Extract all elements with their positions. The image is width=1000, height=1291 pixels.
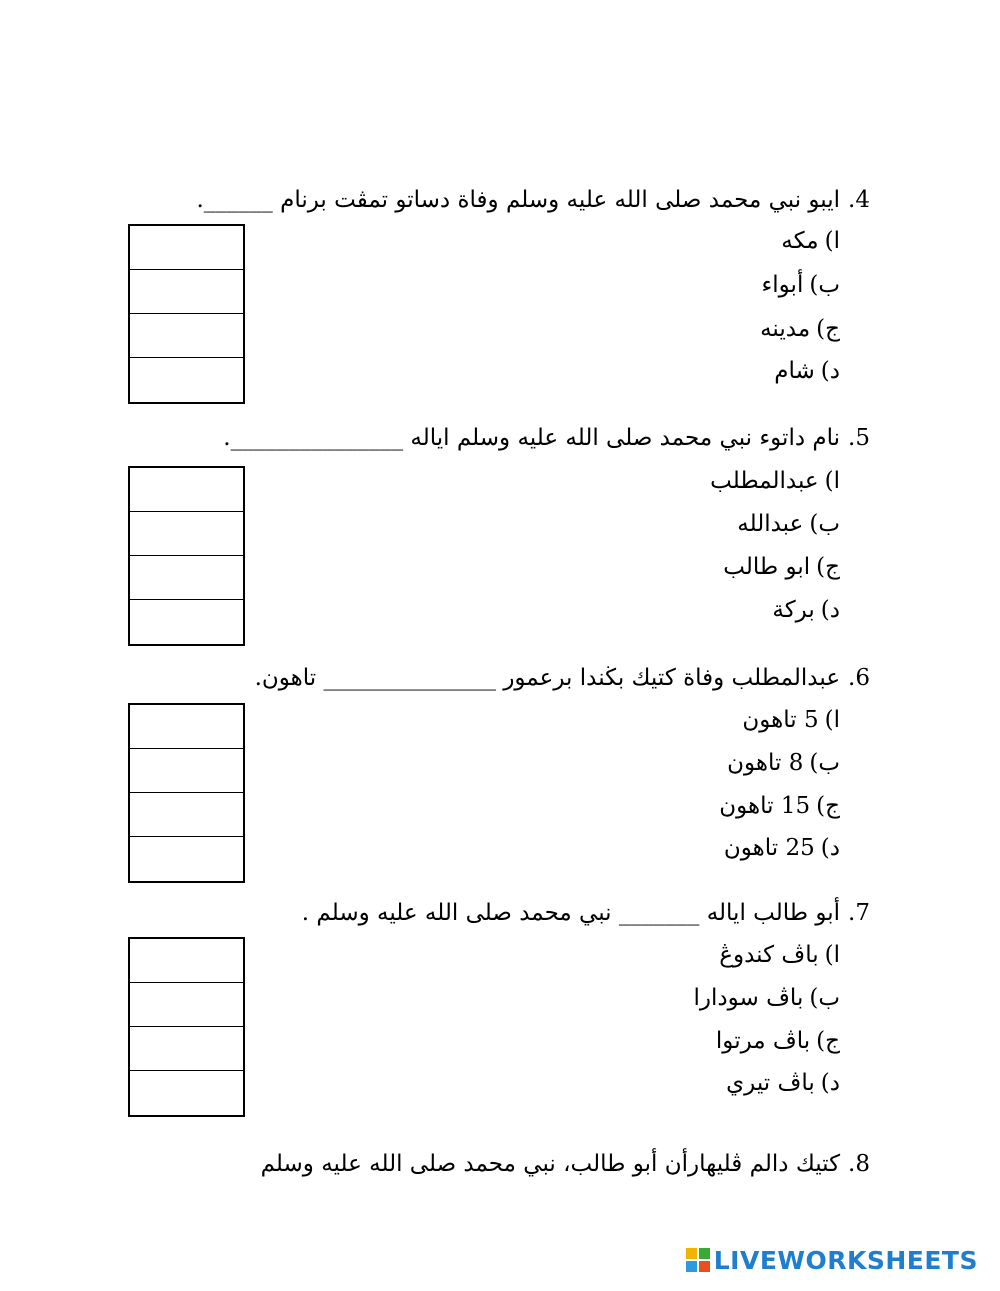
option-text: باڤ سودارا <box>693 985 804 1011</box>
question-text: عبدالمطلب وفاة كتيك بڬندا برعمور _______________ تاهون. <box>254 665 841 691</box>
question-text: ايبو نبي محمد صلى الله عليه وسلم وفاة دساتو تمڤت برنام ______. <box>196 187 841 213</box>
option-letter: ج) <box>816 793 840 819</box>
brand-name: LIVEWORKSHEETS <box>713 1245 978 1275</box>
option-letter: د) <box>820 1070 840 1096</box>
answer-cell-b[interactable] <box>130 749 243 793</box>
question-text: كتيك دالم ڤليهارأن أبو طالب، نبي محمد صلى الله عليه وسلم <box>260 1151 841 1177</box>
option-d <box>772 592 840 628</box>
option-text: باڤ مرتوا <box>715 1028 811 1054</box>
option-text: ابو طالب <box>723 554 811 580</box>
answer-cell-c[interactable] <box>130 793 243 837</box>
option-a <box>781 223 840 259</box>
answer-cell-c[interactable] <box>130 314 243 358</box>
answer-cell-d[interactable] <box>130 600 243 644</box>
liveworksheets-brand <box>686 1245 978 1275</box>
answer-box <box>128 937 245 1117</box>
option-text: عبدالله <box>737 511 804 537</box>
option-b <box>761 267 840 303</box>
option-text: 5 تاهون <box>742 707 819 733</box>
option-letter: ا) <box>824 942 840 968</box>
option-letter: ج) <box>816 554 840 580</box>
option-letter: ب) <box>809 750 840 776</box>
option-text: 15 تاهون <box>719 793 811 819</box>
option-a <box>710 463 840 499</box>
option-d <box>726 1065 840 1101</box>
answer-box <box>128 224 245 404</box>
question-number: 7. <box>848 900 870 926</box>
question-number: 6. <box>848 665 870 691</box>
answer-cell-d[interactable] <box>130 1071 243 1115</box>
option-letter: د) <box>820 597 840 623</box>
option-text: باڤ كندوڠ <box>719 942 819 968</box>
option-c <box>723 549 840 585</box>
liveworksheets-logo-icon <box>686 1248 710 1272</box>
option-d <box>724 830 840 866</box>
option-b <box>737 506 840 542</box>
option-text: أبواء <box>761 272 804 298</box>
option-text: مكه <box>781 228 819 254</box>
option-letter: ا) <box>824 468 840 494</box>
option-d <box>774 353 840 389</box>
question-number: 4. <box>848 187 870 213</box>
question-number: 5. <box>848 425 870 451</box>
answer-cell-b[interactable] <box>130 983 243 1027</box>
option-text: 8 تاهون <box>727 750 804 776</box>
option-letter: ب) <box>809 985 840 1011</box>
answer-box <box>128 703 245 883</box>
answer-cell-c[interactable] <box>130 1027 243 1071</box>
option-letter: د) <box>820 358 840 384</box>
option-letter: ا) <box>824 707 840 733</box>
option-letter: ب) <box>809 272 840 298</box>
option-a <box>719 937 840 973</box>
answer-cell-d[interactable] <box>130 837 243 881</box>
option-text: مدينه <box>760 316 811 342</box>
option-c <box>719 788 840 824</box>
option-letter: ج) <box>816 316 840 342</box>
answer-cell-a[interactable] <box>130 705 243 749</box>
option-letter: د) <box>820 835 840 861</box>
answer-box <box>128 466 245 646</box>
answer-cell-a[interactable] <box>130 468 243 512</box>
answer-cell-a[interactable] <box>130 226 243 270</box>
question-text: نام داتوء نبي محمد صلى الله عليه وسلم اياله _______________. <box>223 425 841 451</box>
answer-cell-c[interactable] <box>130 556 243 600</box>
answer-cell-b[interactable] <box>130 512 243 556</box>
option-letter: ج) <box>816 1028 840 1054</box>
option-text: عبدالمطلب <box>710 468 819 494</box>
option-text: 25 تاهون <box>723 835 815 861</box>
question-text: أبو طالب اياله _______ نبي محمد صلى الله عليه وسلم . <box>301 900 841 926</box>
option-text: بركة <box>772 597 815 623</box>
option-a <box>742 702 840 738</box>
option-b <box>727 745 840 781</box>
answer-cell-d[interactable] <box>130 358 243 402</box>
option-text: باڤ تيري <box>726 1070 815 1096</box>
answer-cell-a[interactable] <box>130 939 243 983</box>
question-number: 8. <box>848 1151 870 1177</box>
option-c <box>716 1023 840 1059</box>
option-letter: ا) <box>824 228 840 254</box>
option-text: شام <box>774 358 815 384</box>
option-c <box>760 311 840 347</box>
answer-cell-b[interactable] <box>130 270 243 314</box>
option-letter: ب) <box>809 511 840 537</box>
option-b <box>694 980 841 1016</box>
